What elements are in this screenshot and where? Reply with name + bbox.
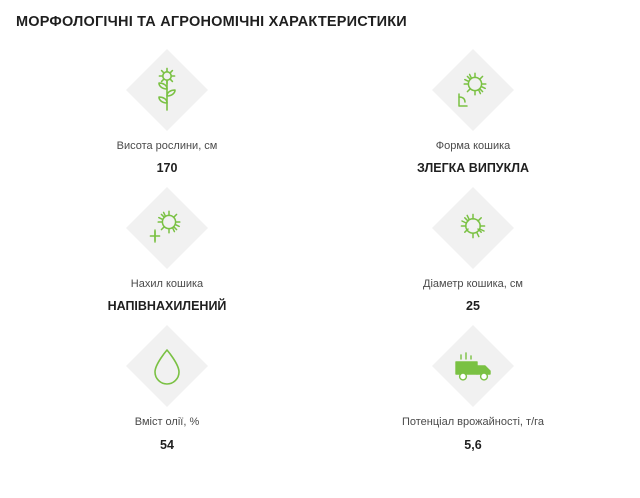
page-title: МОРФОЛОГІЧНІ ТА АГРОНОМІЧНІ ХАРАКТЕРИСТИКИ: [16, 14, 407, 30]
oil-drop-icon: [141, 340, 193, 392]
trait-label: Форма кошика: [435, 140, 511, 152]
yield-truck-icon: [447, 340, 499, 392]
icon-container: [125, 324, 209, 408]
head-diameter-icon: [447, 202, 499, 254]
traits-grid: [14, 48, 626, 453]
trait-card: [320, 186, 626, 314]
trait-card: [14, 48, 320, 176]
trait-card: [320, 48, 626, 176]
trait-card: [14, 186, 320, 314]
trait-value: 25: [466, 299, 480, 314]
plant-height-icon: [141, 64, 193, 116]
icon-container: [431, 186, 515, 270]
trait-label: Нахил кошика: [130, 278, 204, 291]
icon-container: [431, 324, 515, 408]
trait-label: Висота рослини, см: [116, 140, 218, 152]
trait-card: [14, 324, 320, 452]
trait-label: Вміст олії, %: [134, 416, 200, 429]
trait-value: НАПІВНАХИЛЕНИЙ: [107, 299, 227, 314]
trait-label: Діаметр кошика, см: [423, 278, 523, 291]
icon-container: [431, 48, 515, 132]
head-shape-icon: [447, 64, 499, 116]
trait-label: Потенціал врожайності, т/га: [401, 416, 545, 429]
trait-card: [320, 324, 626, 452]
icon-container: [125, 186, 209, 270]
trait-value: ЗЛЕГКА ВИПУКЛА: [416, 161, 530, 176]
trait-value: 170: [156, 161, 178, 176]
trait-value: 54: [160, 437, 174, 452]
icon-container: [125, 48, 209, 132]
trait-value: 5,6: [464, 437, 482, 452]
head-tilt-icon: [141, 202, 193, 254]
